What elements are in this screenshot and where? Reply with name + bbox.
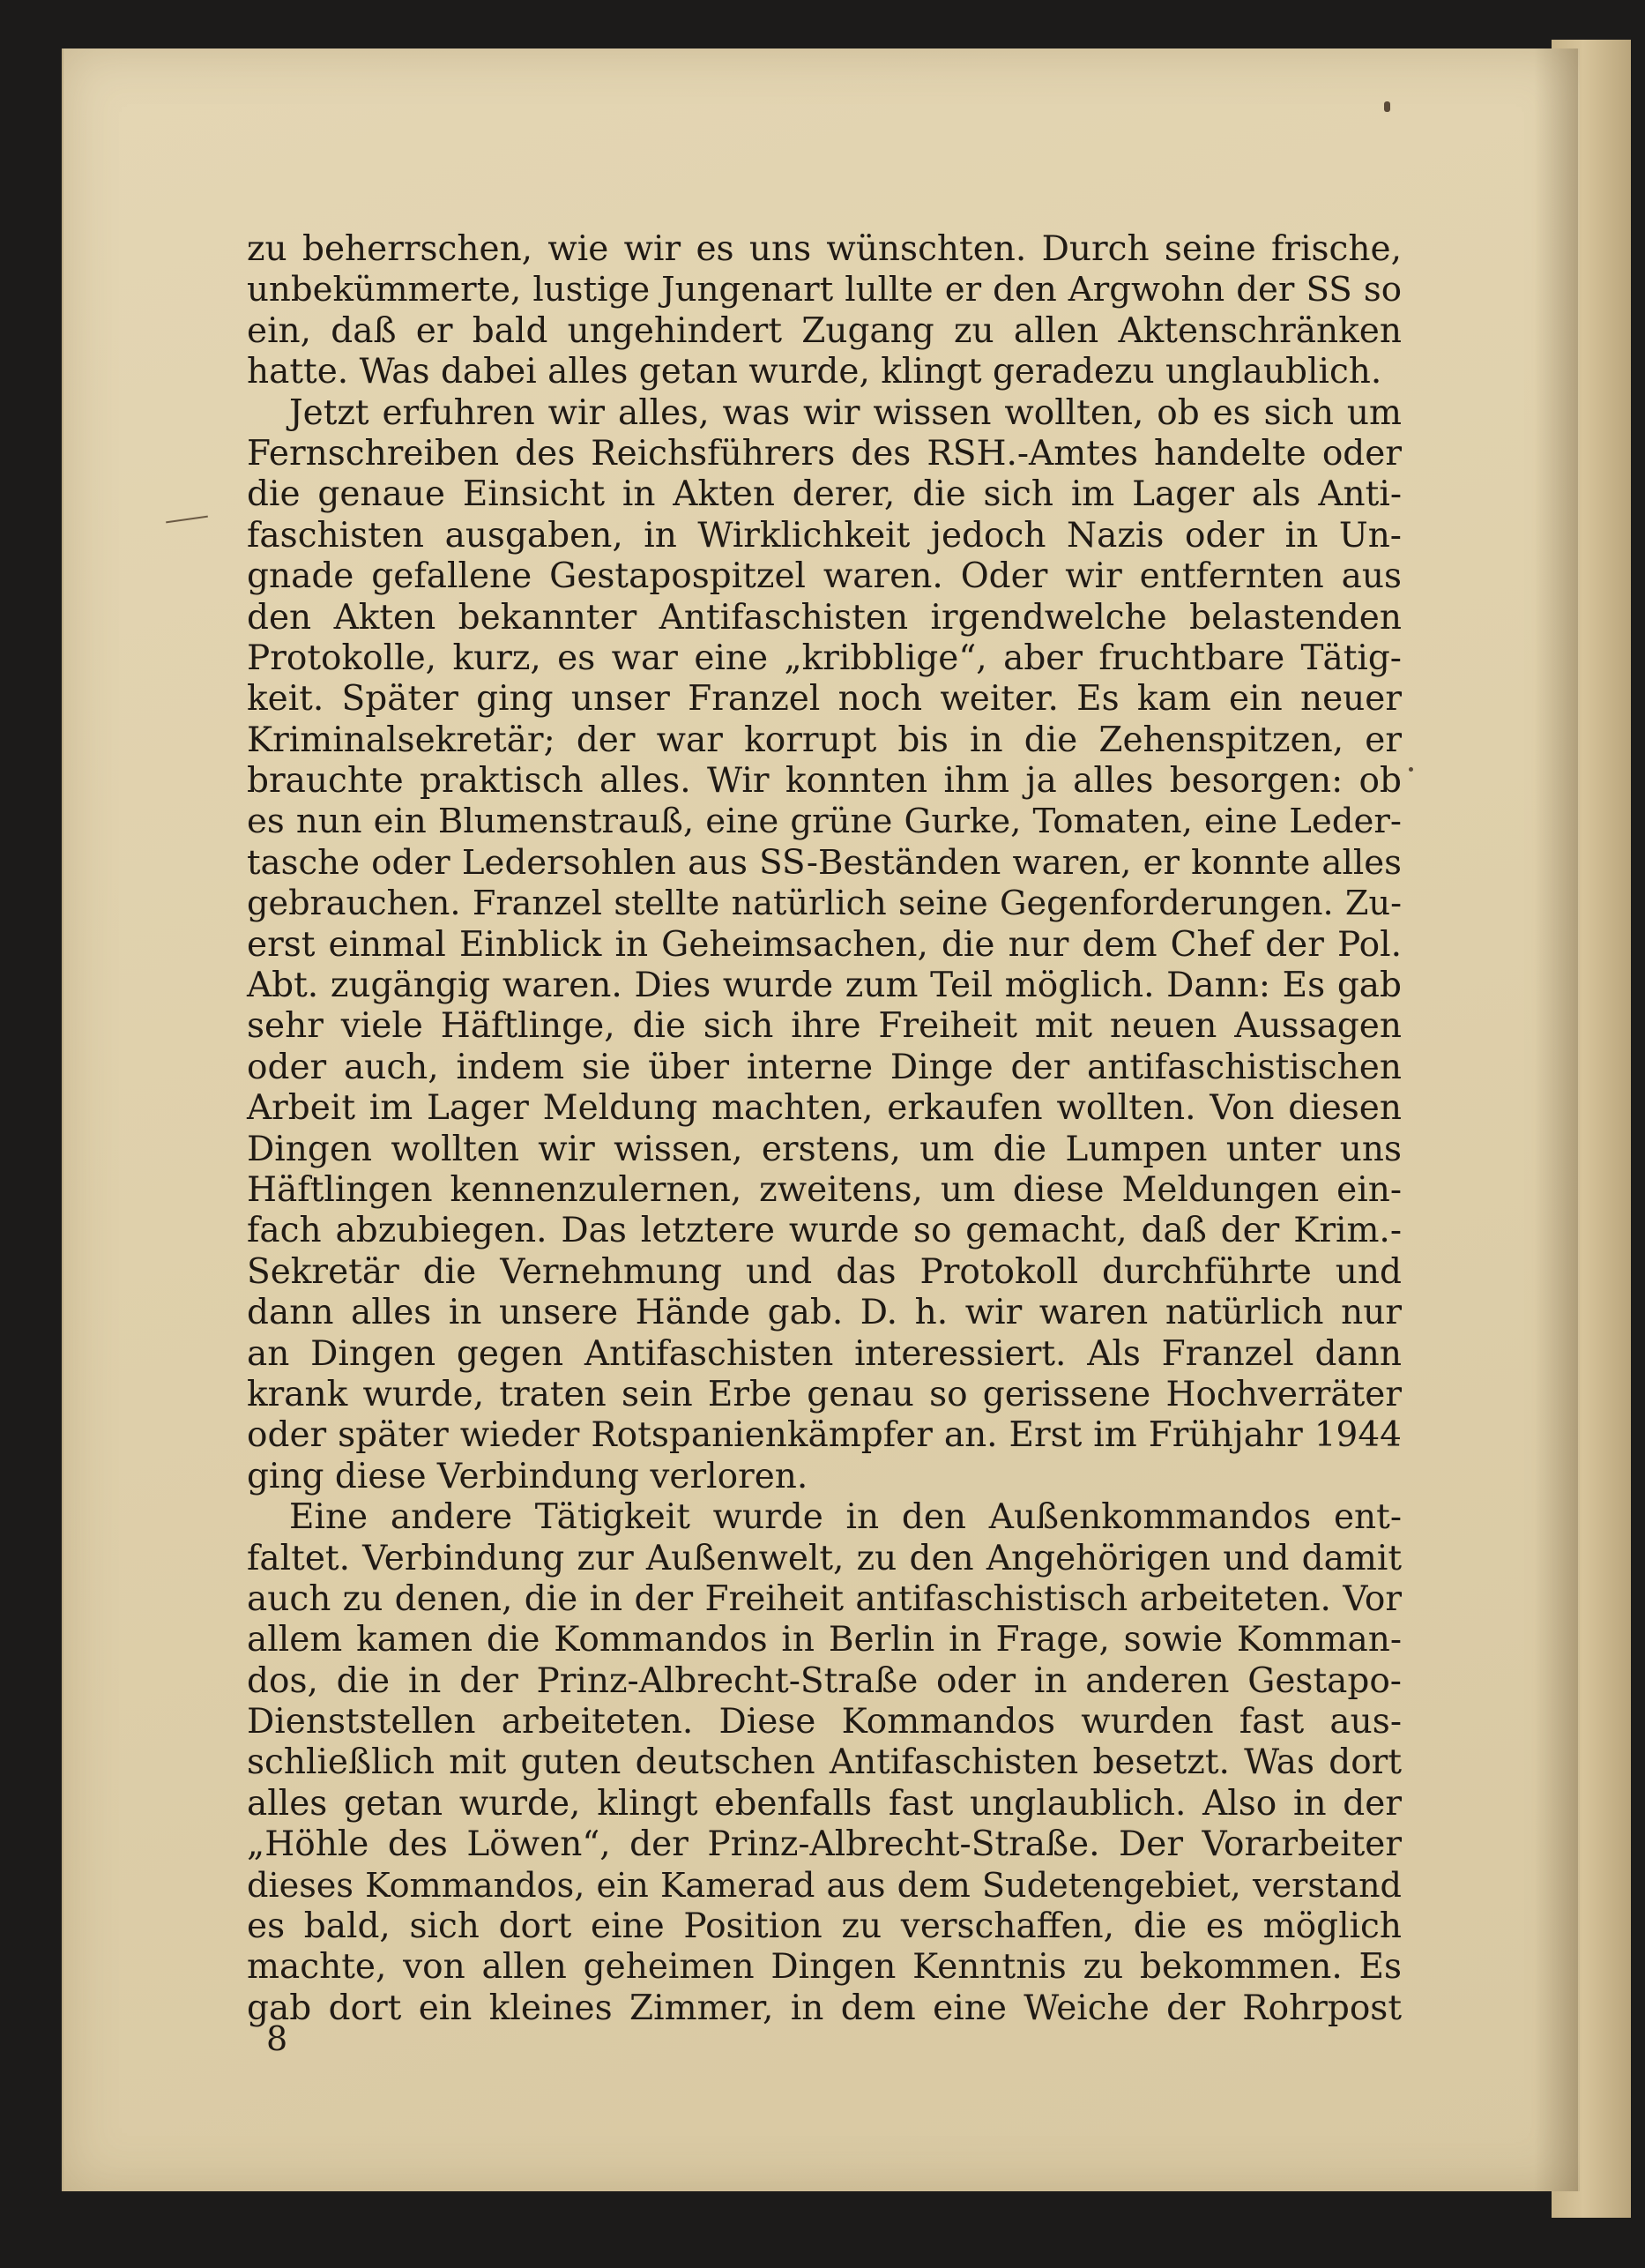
text-line: keit. Später ging unser Franzel noch weiter. Es kam ein neuer — [247, 679, 1402, 720]
text-line: Dingen wollten wir wissen, erstens, um die Lumpen unter uns — [247, 1129, 1402, 1169]
page-gutter-shadow — [1534, 48, 1578, 2191]
text-line: erst einmal Einblick in Geheimsachen, die nur dem Chef der Pol. — [247, 924, 1402, 965]
text-line: dos, die in der Prinz-Albrecht-Straße oder in anderen Gestapo- — [247, 1660, 1402, 1701]
body-text — [247, 229, 1402, 2029]
text-line: Häftlingen kennenzulernen, zweitens, um diese Meldungen ein- — [247, 1169, 1402, 1210]
text-line: allem kamen die Kommandos in Berlin in Frage, sowie Komman- — [247, 1620, 1402, 1660]
ink-speck — [1384, 101, 1390, 112]
text-line: machte, von allen geheimen Dingen Kenntnis zu bekommen. Es — [247, 1947, 1402, 1988]
text-line: Jetzt erfuhren wir alles, was wir wissen wollten, ob es sich um — [289, 392, 1402, 433]
text-line: tasche oder Ledersohlen aus SS-Beständen waren, er konnte alles — [247, 842, 1402, 883]
ink-speck — [1409, 767, 1413, 772]
text-line: ging diese Verbindung verloren. — [247, 1456, 808, 1496]
text-line: schließlich mit guten deutschen Antifaschisten besetzt. Was dort — [247, 1742, 1402, 1783]
page-number: 8 — [266, 2019, 288, 2058]
text-line: „Höhle des Löwen“, der Prinz-Albrecht-Straße. Der Vorarbeiter — [247, 1824, 1402, 1865]
text-line: es bald, sich dort eine Position zu verschaffen, die es möglich — [247, 1906, 1402, 1947]
text-line: Abt. zugängig waren. Dies wurde zum Teil möglich. Dann: Es gab — [247, 966, 1402, 1006]
text-line: faschisten ausgaben, in Wirklichkeit jedoch Nazis oder in Un- — [247, 515, 1402, 556]
text-line: es nun ein Blumenstrauß, eine grüne Gurke, Tomaten, eine Leder- — [247, 802, 1402, 842]
text-line: dieses Kommandos, ein Kamerad aus dem Sudetengebiet, verstand — [247, 1866, 1402, 1906]
text-line: auch zu denen, die in der Freiheit antifaschistisch arbeiteten. Vor — [247, 1578, 1402, 1619]
text-line: gebrauchen. Franzel stellte natürlich seine Gegenforderungen. Zu- — [247, 884, 1402, 924]
text-line: Protokolle, kurz, es war eine „kribblige“, aber fruchtbare Tätig- — [247, 638, 1402, 678]
text-line: gab dort ein kleines Zimmer, in dem eine Weiche der Rohrpost — [247, 1988, 1402, 2028]
text-line: alles getan wurde, klingt ebenfalls fast unglaublich. Also in der — [247, 1783, 1402, 1824]
paragraph-3 — [247, 1497, 1402, 2029]
text-line: faltet. Verbindung zur Außenwelt, zu den Angehörigen und damit — [247, 1538, 1402, 1578]
text-line: fach abzubiegen. Das letztere wurde so gemacht, daß der Krim.- — [247, 1211, 1402, 1251]
text-line: ein, daß er bald ungehindert Zugang zu allen Aktenschränken — [247, 310, 1402, 351]
text-line: oder auch, indem sie über interne Dinge der antifaschistischen — [247, 1047, 1402, 1087]
text-line: die genaue Einsicht in Akten derer, die sich im Lager als Anti- — [247, 474, 1402, 515]
text-line: dann alles in unsere Hände gab. D. h. wir waren natürlich nur — [247, 1293, 1402, 1333]
text-line: Sekretär die Vernehmung und das Protokoll durchführte und — [247, 1251, 1402, 1292]
text-line: an Dingen gegen Antifaschisten interessiert. Als Franzel dann — [247, 1333, 1402, 1374]
text-line: brauchte praktisch alles. Wir konnten ihm ja alles besorgen: ob — [247, 761, 1402, 802]
text-line: sehr viele Häftlinge, die sich ihre Freiheit mit neuen Aussagen — [247, 1006, 1402, 1047]
text-line: unbekümmerte, lustige Jungenart lullte er den Argwohn der SS so — [247, 270, 1402, 310]
text-line: gnade gefallene Gestapospitzel waren. Oder wir entfernten aus — [247, 556, 1402, 597]
text-line: Fernschreiben des Reichsführers des RSH.-Amtes handelte oder — [247, 433, 1402, 474]
text-line: Arbeit im Lager Meldung machten, erkaufen wollten. Von diesen — [247, 1088, 1402, 1129]
text-line: Dienststellen arbeiteten. Diese Kommandos wurden fast aus- — [247, 1702, 1402, 1742]
text-line: Kriminalsekretär; der war korrupt bis in die Zehenspitzen, er — [247, 720, 1402, 760]
paragraph-2 — [247, 393, 1402, 1498]
text-line: oder später wieder Rotspanienkämpfer an. Erst im Frühjahr 1944 — [247, 1415, 1402, 1456]
text-line: Eine andere Tätigkeit wurde in den Außenkommandos ent- — [289, 1497, 1402, 1538]
text-line: zu beherrschen, wie wir es uns wünschten. Durch seine frische, — [247, 229, 1402, 269]
text-line: den Akten bekannter Antifaschisten irgendwelche belastenden — [247, 597, 1402, 638]
text-line: krank wurde, traten sein Erbe genau so gerissene Hochverräter — [247, 1374, 1402, 1414]
paragraph-1 — [247, 229, 1402, 393]
text-line: hatte. Was dabei alles getan wurde, klingt geradezu unglaublich. — [247, 352, 1382, 392]
